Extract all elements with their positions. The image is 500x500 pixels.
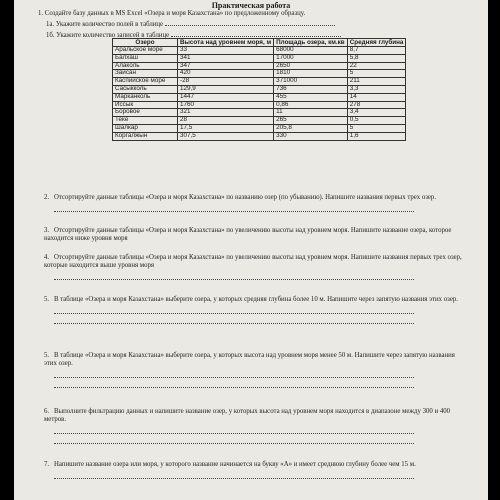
task-7-text: Напишите название озера или моря, у которого название начинается на букву «А» и имеет среднюю глубину более чем 15 м. (54, 461, 416, 468)
table-row (113, 62, 406, 70)
cell-area: 265 (274, 117, 348, 125)
cell-altitude: 1447 (178, 93, 274, 101)
cell-depth: 22 (347, 62, 406, 70)
table-row (113, 85, 406, 93)
cell-altitude: 129,9 (178, 85, 274, 93)
cell-lake: Марканколь (113, 93, 178, 101)
task-3-number: 3. (44, 227, 50, 234)
cell-lake: Каспийское море (113, 78, 178, 86)
lakes-table (112, 38, 406, 141)
table-row (113, 101, 406, 109)
answer-line (54, 424, 414, 434)
task-5b (44, 352, 464, 388)
task-2-number: 2. (44, 194, 50, 201)
task-5b-text: В таблице «Озера и моря Казахстана» выберите озера, у которых высота над уровнем моря менее 50 м. Напишите через запятую названия этих озер. (44, 352, 455, 367)
task-1 (38, 9, 458, 41)
task-5-text: В таблице «Озера и моря Казахстана» выберите озера, у которых средняя глубина более 10 м. Напишите через запятую названия этих озер. (54, 296, 458, 303)
answer-line (54, 434, 414, 444)
cell-area: 455 (274, 93, 348, 101)
cell-altitude: 307,5 (178, 132, 274, 140)
cell-area: 1810 (274, 70, 348, 78)
cell-lake: Боровое (113, 109, 178, 117)
answer-line-1b (171, 30, 341, 37)
cell-depth: 5,8 (347, 54, 406, 62)
cell-depth: 5 (347, 70, 406, 78)
cell-lake: Теке (113, 117, 178, 125)
cell-altitude: 420 (178, 70, 274, 78)
table-row (113, 124, 406, 132)
cell-lake: Аральское море (113, 47, 178, 55)
task-3 (44, 227, 464, 243)
cell-lake: Сасыкколь (113, 85, 178, 93)
task-6 (44, 408, 464, 444)
cell-area: 0,86 (274, 101, 348, 109)
table-row (113, 109, 406, 117)
cell-area: 371000 (274, 78, 348, 86)
table-row (113, 132, 406, 140)
answer-line (54, 368, 414, 378)
cell-depth: 3,3 (347, 85, 406, 93)
table-row (113, 93, 406, 101)
cell-area: 205,8 (274, 124, 348, 132)
task-1-text: 1. Создайте базу данных в MS Excel «Озера и моря Казахстана» по предложенному образцу. (38, 10, 306, 17)
page-title: Практическая работа (211, 1, 291, 10)
task-4-text: Отсортируйте данные таблицы «Озера и моря Казахстана» по увеличению высоты над уровнем моря. Напишите названия первых трех озер, которые находится выше уровня моря (44, 254, 462, 269)
cell-area: 68000 (274, 47, 348, 55)
cell-depth: 8,7 (347, 47, 406, 55)
cell-depth: 14 (347, 93, 406, 101)
answer-line (54, 469, 414, 479)
task-5 (44, 296, 464, 324)
cell-altitude: 341 (178, 54, 274, 62)
cell-lake: Шалкар (113, 124, 178, 132)
table-row (113, 54, 406, 62)
cell-lake: Иссык (113, 101, 178, 109)
task-5b-number: 5. (44, 352, 50, 359)
table-row (113, 78, 406, 86)
header-area: Площадь озера, км.кв (274, 39, 348, 47)
cell-altitude: 33 (178, 47, 274, 55)
cell-area: 11 (274, 109, 348, 117)
header-depth: Средняя глубина (347, 39, 406, 47)
answer-line (54, 378, 414, 388)
task-6-number: 6. (44, 408, 50, 415)
cell-altitude: 17,5 (178, 124, 274, 132)
cell-area: 2650 (274, 62, 348, 70)
cell-lake: Балхаш (113, 54, 178, 62)
answer-line (54, 202, 414, 212)
task-2-text: Отсортируйте данные таблицы «Озера и моря Казахстана» по названию озер (по убыванию). Напишите названия первых трех озер. (54, 194, 437, 201)
cell-depth: 211 (347, 78, 406, 86)
task-7-number: 7. (44, 461, 50, 468)
task-4 (44, 254, 464, 280)
table-row (113, 117, 406, 125)
cell-altitude: 1760 (178, 101, 274, 109)
cell-area: 330 (274, 132, 348, 140)
cell-area: 736 (274, 85, 348, 93)
cell-depth: 0,5 (347, 117, 406, 125)
header-lake: Озеро (113, 39, 178, 47)
table-body (113, 47, 406, 141)
cell-depth: 1,6 (347, 132, 406, 140)
answer-line (54, 304, 414, 314)
cell-altitude: -28 (178, 78, 274, 86)
worksheet-page (14, 0, 488, 500)
cell-altitude: 321 (178, 109, 274, 117)
cell-depth: 3,4 (347, 109, 406, 117)
table-row (113, 47, 406, 55)
task-1b-text: 1б. Укажите количество записей в таблице (46, 32, 170, 39)
task-7 (44, 461, 464, 479)
cell-lake: Алаколь (113, 62, 178, 70)
cell-altitude: 28 (178, 117, 274, 125)
task-2 (44, 194, 464, 212)
answer-line (54, 270, 414, 280)
header-altitude: Высота над уровнем моря, м (178, 39, 274, 47)
task-3-text: Отсортируйте данные таблицы «Озера и моря Казахстана» по увеличению высоты над уровнем моря. Напишите название озера, которое находится ниже уровня моря (44, 227, 452, 242)
cell-lake: Коргалжын (113, 132, 178, 140)
cell-altitude: 347 (178, 62, 274, 70)
task-5-number: 5. (44, 296, 50, 303)
task-1a-text: 1а. Укажите количество полей в таблице (46, 21, 164, 28)
cell-area: 17000 (274, 54, 348, 62)
task-4-number: 4. (44, 254, 50, 261)
task-6-text: Выполните фильтрацию данных и напишите название озер, у которых высота над уровнем моря находится в диапазоне между 300 и 400 метров. (44, 408, 451, 423)
cell-depth: 5 (347, 124, 406, 132)
answer-line-1a (165, 19, 335, 26)
answer-line (54, 314, 414, 324)
cell-depth: 278 (347, 101, 406, 109)
cell-lake: Зайсан (113, 70, 178, 78)
